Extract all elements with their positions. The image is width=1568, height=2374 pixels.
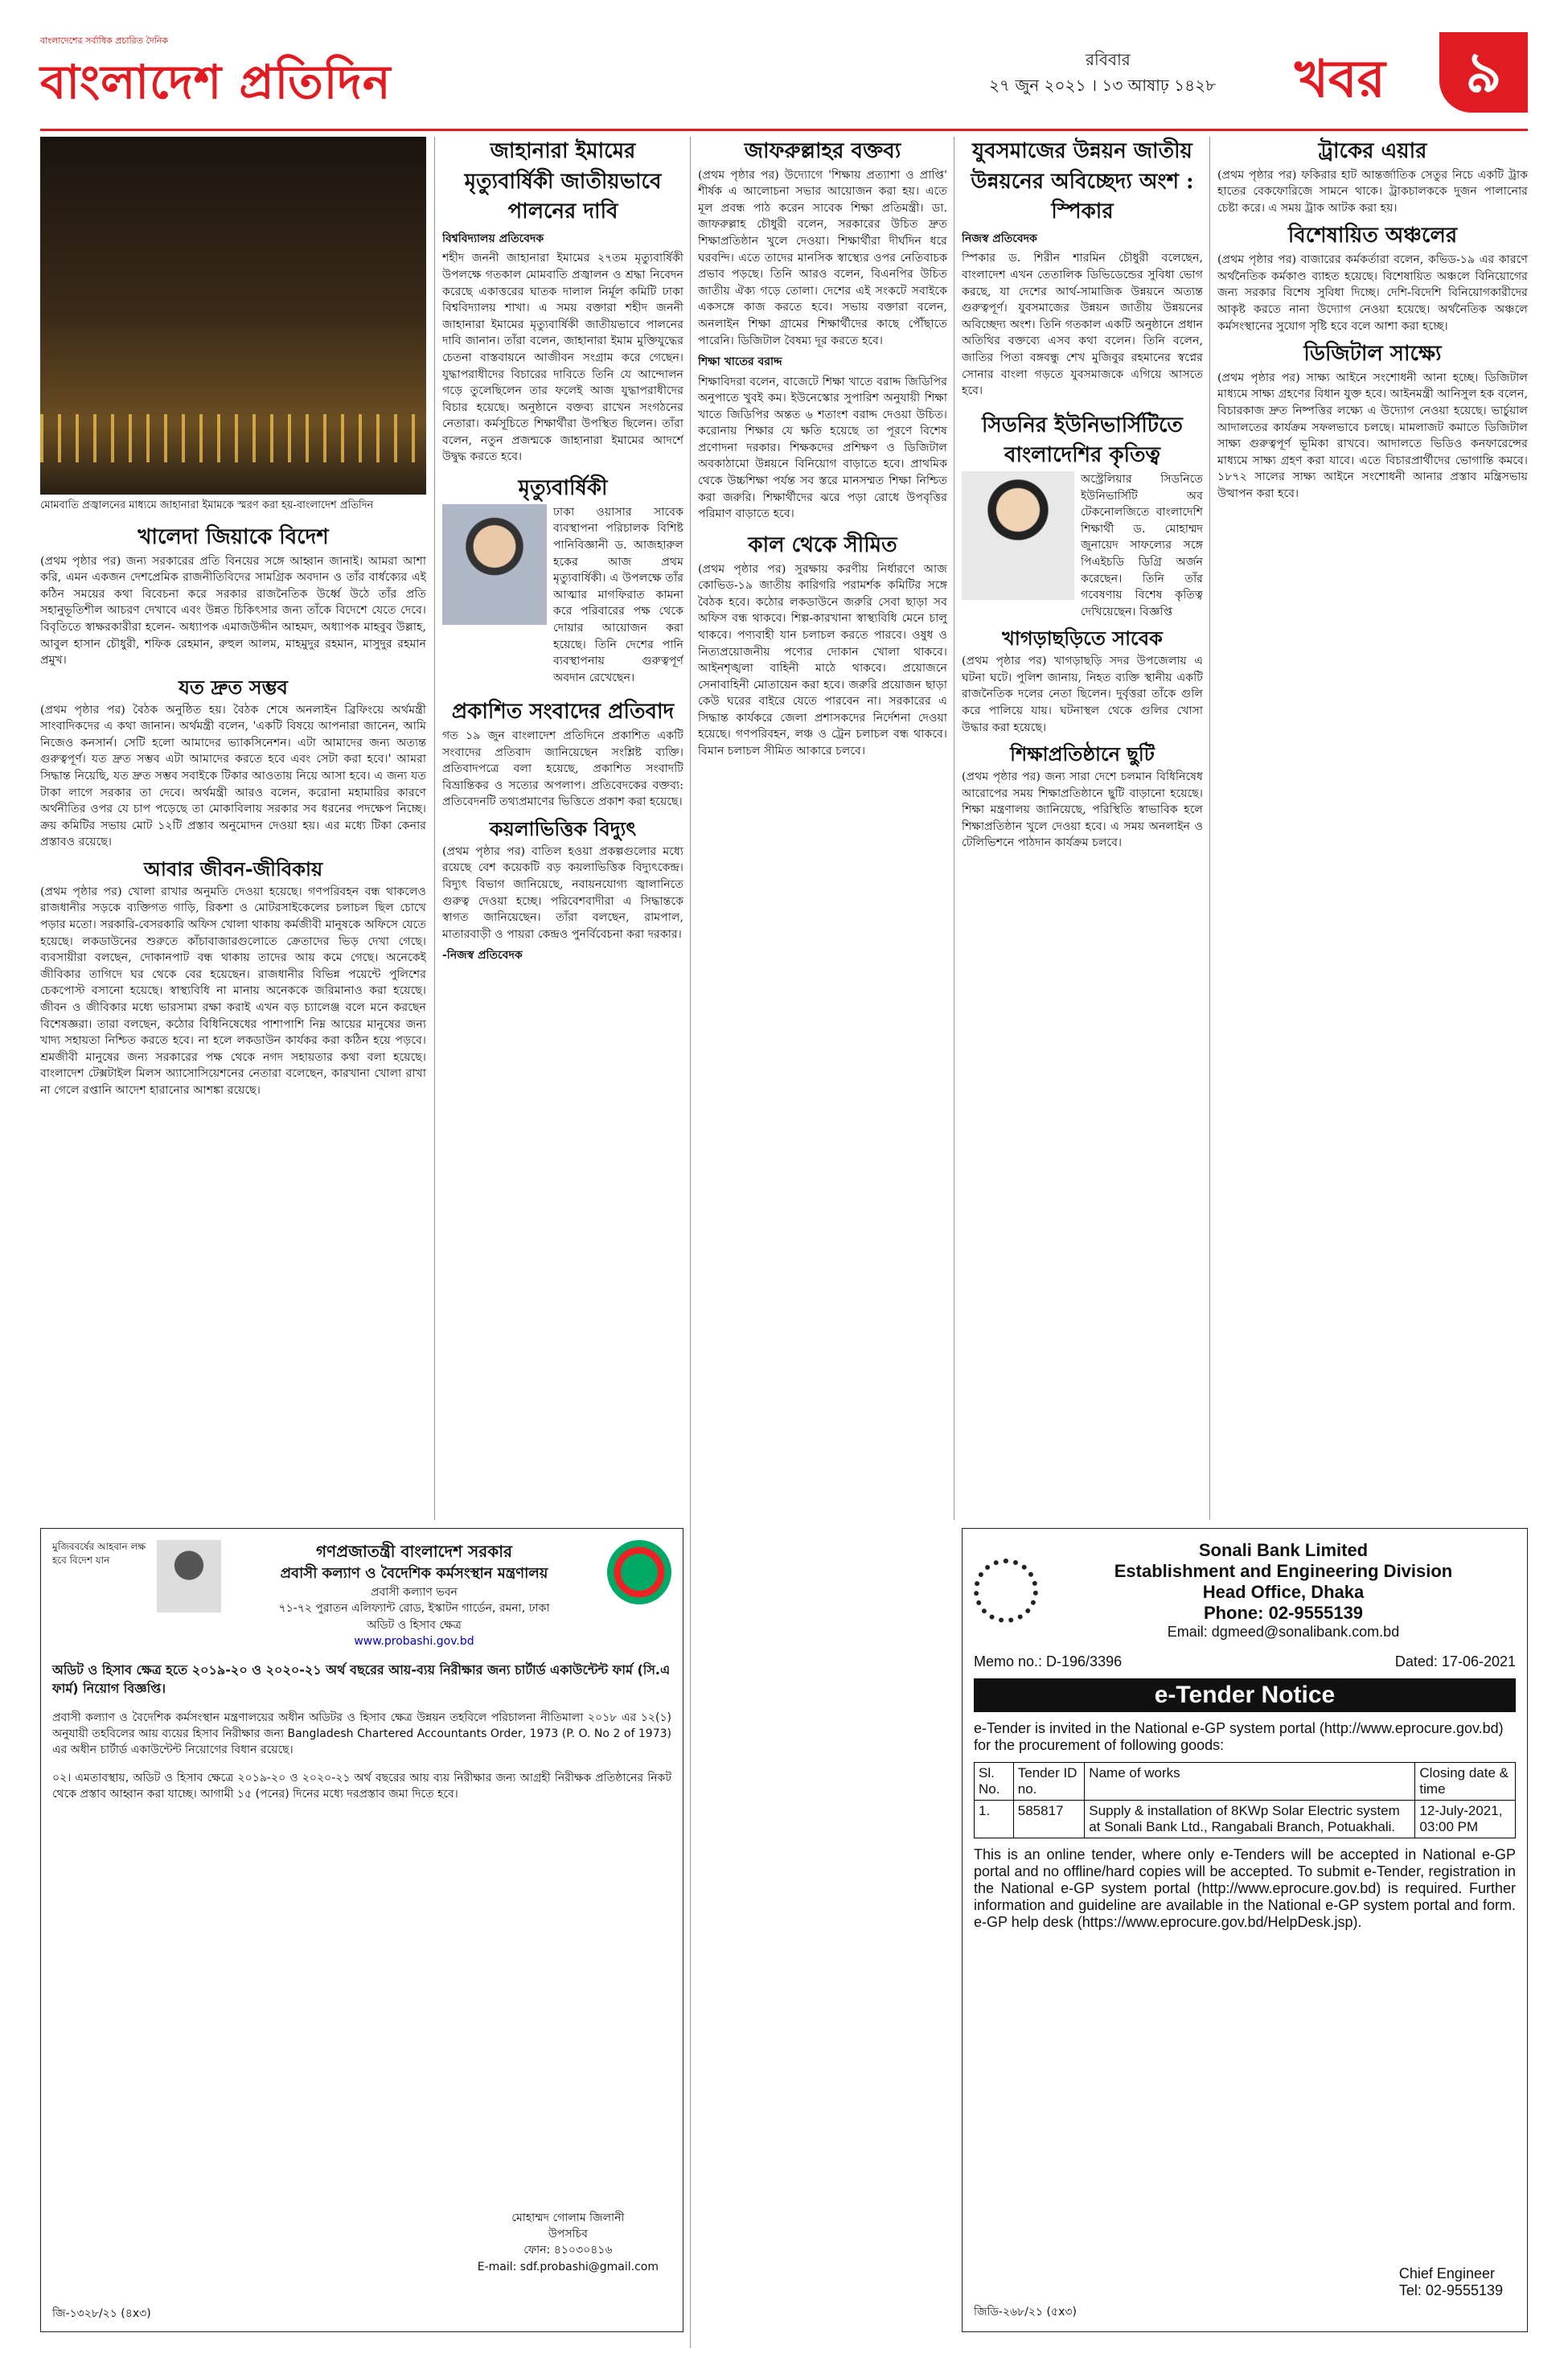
masthead: [40, 32, 1528, 129]
candle-row-icon: [40, 414, 426, 462]
ad-signatory-name: মোহাম্মদ গোলাম জিলানী: [511, 2211, 625, 2224]
headline-lockdown[interactable]: কাল থেকে সীমিত: [748, 532, 897, 557]
masthead-rule: [40, 129, 1528, 131]
headline-special-zone[interactable]: বিশেষায়িত অঞ্চলের: [1287, 224, 1458, 248]
table-row: [975, 1801, 1516, 1838]
story-school-closure: (প্রথম পৃষ্ঠার পর) জন্য সারা দেশে চলমান বিধিনিষেধ আরোপের সময় শিক্ষাপ্রতিষ্ঠানে ছুটি বাড়ানো হয়েছে। শিক্ষা মন্ত্রণালয় জানিয়েছে, পরিস্থিতি স্বাভাবিক হলে শিক্ষাপ্রতিষ্ঠান খুলে দেওয়া হবে। এ সময় অনলাইন ও টেলিভিশনে পাঠদান কার্যক্রম চলবে।: [962, 770, 1203, 850]
ad-website-link[interactable]: www.probashi.gov.bd: [354, 1634, 474, 1648]
story-livelihood: (প্রথম পৃষ্ঠার পর) খোলা রাখার অনুমতি দেওয়া হয়েছে। গণপরিবহন বন্ধ থাকলেও রাজধানীর সড়কে ব্যক্তিগত গাড়ি, রিকশা ও মোটরসাইকেলের চলাচল ছিল চোখে পড়ার মতো। সরকারি-বেসরকারি অফিস খোলা থাকায় কর্মজীবী মানুষকে অফিসে যেতে হয়েছে। লকডাউনের শুরুতে কাঁচাবাজারগুলোতে ক্রেতাদের ভিড় দেখা গেছে। ব্যবসায়ীরা বলছেন, দোকানপাট বন্ধ থাকায় তাদের আয় কমে গেছে। অনেকেই জীবিকার তাগিদে ঘর থেকে বের হয়েছেন। রাজধানীর বিভিন্ন পয়েন্টে পুলিশের চেকপোস্ট বসানো হয়েছে। স্বাস্থ্যবিধি না মানায় অনেককে জরিমানাও করা হয়েছে। জীবন ও জীবিকার মধ্যে ভারসাম্য রক্ষা করাই এখন বড় চ্যালেঞ্জ বলে মনে করছেন বিশেষজ্ঞরা। তারা বলছেন, কঠোর বিধিনিষেধের পাশাপাশি নিম্ন আয়ের মানুষের জন্য খাদ্য সহায়তা নিশ্চিত করতে হবে। না হলে লকডাউন কার্যকর করা কঠিন হয়ে পড়বে। শ্রমজীবী মানুষের জন্য সরকারের পক্ষ থেকে নগদ সহায়তার কথা বলা হয়েছে। বাংলাদেশ টেক্সটাইল মিলস অ্যাসোসিয়েশনের নেতারা বলেছেন, কারখানা খোলা রাখা না গেলে রপ্তানি আদেশ হারানোর আশঙ্কা রয়েছে।: [40, 885, 426, 1097]
column-divider: [690, 137, 691, 2348]
column-divider: [1209, 137, 1210, 1520]
headline-obituary[interactable]: মৃত্যুবার্ষিকী: [518, 476, 608, 501]
story-coal-power: (প্রথম পৃষ্ঠার পর) বাতিল হওয়া প্রকল্পগুলোর মধ্যে রয়েছে বেশ কয়েকটি বড় কয়লাভিত্তিক বিদ্যুৎকেন্দ্র। বিদ্যুৎ বিভাগ জানিয়েছে, নবায়নযোগ্য জ্বালানিতে গুরুত্ব দেওয়া হচ্ছে। পরিবেশবাদীরা এ সিদ্ধান্তকে স্বাগত জানিয়েছেন। তাঁরা বলছেন, রামপাল, মাতারবাড়ী ও পায়রা কেন্দ্রও পুনর্বিবেচনা করা দরকার।: [442, 844, 683, 941]
ad-motto: মুজিববর্ষের আহবান লক্ষ হবে বিদেশ যান: [52, 1541, 146, 1567]
th-sl: Sl. No.: [975, 1763, 1014, 1801]
ad-signatory-title: উপসচিব: [548, 2228, 588, 2241]
story-sydney: অস্ট্রেলিয়ার সিডনিতে ইউনিভার্সিটি অব টেকনোলজিতে বাংলাদেশি শিক্ষার্থী ড. মোহাম্মদ জুনায়েদ সাফল্যের সঙ্গে পিএইচডি ডিগ্রি অর্জন করেছেন। তিনি তাঁর গবেষণায় বিশেষ কৃতিত্ব দেখিয়েছেন। বিজ্ঞপ্তি: [1081, 473, 1203, 618]
byline-coal-power: -নিজস্ব প্রতিবেদক: [442, 949, 523, 963]
issue-day: রবিবার: [1086, 50, 1131, 69]
story-lockdown: (প্রথম পৃষ্ঠার পর) সুরক্ষায় করণীয় নির্ধারণে আজ কোভিড-১৯ জাতীয় কারিগরি পরামর্শক কমিটির সঙ্গে বৈঠক হবে। কঠোর লকডাউনে জরুরি সেবা ছাড়া সব অফিস বন্ধ থাকবে। শিল্প-কারখানা স্বাস্থ্যবিধি মেনে চালু থাকবে। পণ্যবাহী যান চলাচল করতে পারবে। ওষুধ ও নিত্যপ্রয়োজনীয় পণ্যের দোকান খোলা থাকবে। আইনশৃঙ্খলা বাহিনী মাঠে থাকবে। প্রয়োজনে সেনাবাহিনী মোতায়েন করা হবে। জরুরি প্রয়োজন ছাড়া কেউ ঘরের বাইরে যেতে পারবেন না। সরকারের এ সিদ্ধান্ত কার্যকরে জেলা প্রশাসকদের নির্দেশনা দেওয়া হয়েছে। গণপরিবহন, লঞ্চ ও ট্রেন চলাচল বন্ধ থাকবে। বিমান চলাচল সীমিত আকারে চলবে।: [698, 562, 947, 758]
graduate-portrait: [962, 471, 1074, 600]
ad-notice-title: অডিট ও হিসাব ক্ষেত্র হতে ২০১৯-২০ ও ২০২০-২১ অর্থ বছরের আয়-ব্যয় নিরীক্ষার জন্য চার্টার্ড একাউন্টেন্ট ফার্ম (সি.এ ফার্ম) নিয়োগ বিজ্ঞপ্তি।: [52, 1662, 671, 1697]
story-education-budget: শিক্ষাবিদরা বলেন, বাজেটে শিক্ষা খাতে বরাদ্দ জিডিপির অনুপাতে খুবই কম। ইউনেস্কোর সুপারিশ অনুযায়ী শিক্ষা খাতে জিডিপির অন্তত ৬ শতাংশ বরাদ্দ দেওয়া উচিত। করোনায় শিক্ষার যে ক্ষতি হয়েছে তা পূরণে বিশেষ প্রণোদনা দরকার। শিক্ষকদের প্রশিক্ষণ ও ডিজিটাল অবকাঠামো উন্নয়নে বিনিয়োগ বাড়াতে হবে। প্রাথমিক থেকে উচ্চশিক্ষা পর্যন্ত সব স্তরে মানসম্মত শিক্ষা নিশ্চিত করা জরুরি। শিক্ষার্থীদের ঝরে পড়া রোধে উপবৃত্তির পরিমাণ বাড়াতে হবে।: [698, 375, 947, 521]
story-vaccine: (প্রথম পৃষ্ঠার পর) বৈঠক অনুষ্ঠিত হয়। বৈঠক শেষে অনলাইন ব্রিফিংয়ে অর্থমন্ত্রী সাংবাদিকদের এ কথা জানান। অর্থমন্ত্রী বলেন, 'একটি বিষয়ে আপনারা জানেন, আমি নিজেও কনসার্ন। সেটি হলো আমাদের ভ্যাকসিনেশন। এটা আমাদের জন্য অত্যন্ত গুরুত্বপূর্ণ। যত দ্রুত সম্ভব এটা আমাদের করতে হবে এবং সেটা করা হবে।' আমরা সিদ্ধান্ত নিয়েছি, যত দ্রুত সম্ভব সবাইকে টিকার আওতায় নিয়ে আসা হবে। এ জন্য যত টাকা লাগে সরকার তা দেবে। অর্থমন্ত্রী আরও বলেন, করোনা মহামারির কারণে অর্থনীতির ওপর যে চাপ পড়েছে তা মোকাবিলায় সরকার সব ধরনের পদক্ষেপ নিচ্ছে। ক্রয় কমিটির সভায় মোট ১২টি প্রস্তাব অনুমোদন দেওয়া হয়। এর মধ্যে টিকা কেনার প্রস্তাবও রয়েছে।: [40, 703, 426, 849]
story-obituary: ঢাকা ওয়াসার সাবেক ব্যবস্থাপনা পরিচালক বিশিষ্ট পানিবিজ্ঞানী ড. আজহারুল হকের আজ প্রথম মৃত্যুবার্ষিকী। এ উপলক্ষে তাঁর আত্মার মাগফিরাত কামনা করে পরিবারের পক্ষ থেকে দোয়ার আয়োজন করা হয়েছে। তিনি দেশের পানি ব্যবস্থাপনায় গুরুত্বপূর্ণ অবদান রেখেছেন।: [553, 505, 683, 684]
headline-truck[interactable]: ট্রাকের এয়ার: [1318, 139, 1427, 163]
story-khagrachari: (প্রথম পৃষ্ঠার পর) খাগড়াছড়ি সদর উপজেলায় এ ঘটনা ঘটে। পুলিশ জানায়, নিহত ব্যক্তি স্থানীয় একটি রাজনৈতিক দলের নেতা ছিলেন। দুর্বৃত্তরা তাঁকে গুলি করে পালিয়ে যায়। ঘটনাস্থল থেকে গুলির খোসা উদ্ধার করা হয়েছে।: [962, 655, 1203, 734]
column-5: [1217, 137, 1528, 1279]
story-youth: স্পিকার ড. শিরীন শারমিন চৌধুরী বলেছেন, বাংলাদেশ এখন তেতালিক ডিভিডেন্ডের সুবিধা ভোগ করছে, যা দেশের আর্থ-সামাজিক উন্নয়নে অত্যন্ত গুরুত্বপূর্ণ। যুবসমাজের উন্নয়ন জাতীয় উন্নয়নের অবিচ্ছেদ্য অংশ। তিনি গতকাল একটি অনুষ্ঠানে প্রধান অতিথির বক্তব্যে এসব কথা বলেন। তিনি বলেন, জাতির পিতা বঙ্গবন্ধু শেখ মুজিবুর রহমানের স্বপ্নের সোনার বাংলা গড়তে যুবসমাজকে এগিয়ে আসতে হবে।: [962, 252, 1203, 398]
bank-email[interactable]: Email: dgmeed@sonalibank.com.bd: [1167, 1624, 1400, 1640]
bank-tender-advertisement: [962, 1528, 1528, 2332]
bank-phone: Phone: 02-9555139: [1203, 1603, 1364, 1623]
column-2: [442, 137, 683, 1520]
headline-khagrachari[interactable]: খাগড়াছড়িতে সাবেক: [1002, 626, 1163, 651]
column-4: [962, 137, 1203, 1520]
bank-name: Sonali Bank Limited: [1198, 1540, 1369, 1560]
headline-coal-power[interactable]: কয়লাভিত্তিক বিদ্যুৎ: [489, 816, 637, 840]
chief-engineer: Chief Engineer: [1398, 2265, 1495, 2282]
bank-office: Head Office, Dhaka: [1202, 1582, 1365, 1602]
ad-signatory-phone: ফোন: ৪১০৩০৪১৬: [523, 2244, 613, 2257]
ad-code: জি-১৩২৮/২১ (৪x৩): [52, 2306, 151, 2320]
issue-date: ২৭ জুন ২০২১ । ১৩ আষাঢ় ১৪২৮: [989, 76, 1217, 95]
chief-tel: Tel: 02-9555139: [1398, 2282, 1503, 2298]
th-tender-id: Tender ID no.: [1013, 1763, 1085, 1801]
story-khaleda: (প্রথম পৃষ্ঠার পর) জন্য সরকারের প্রতি বিনয়ের সঙ্গে আহ্বান জানাই। আমরা আশা করি, এমন একজন দেশপ্রেমিক রাজনীতিবিদের সামগ্রিক অবদান ও তাঁর বার্ধক্যের এই কঠিন সময়ের কথা বিবেচনা করে সরকার রাজনৈতিক উর্ধ্বে উঠে তাঁর প্রতি সহানুভূতিশীল আচরণ দেখাবে এবং উন্নত চিকিৎসার জন্য তাঁকে বিদেশে যেতে দেবে। বিবৃতিতে স্বাক্ষরকারীরা হলেন- অধ্যাপক এমাজউদ্দীন আহমদ, অধ্যাপক মাহবুব উল্লাহ, আবুল হাসান চৌধুরী, শফিক রেহমান, রুহুল আলম, মাহমুদুর রহমান, মাসুদুর রহমান প্রমুখ।: [40, 554, 426, 667]
ad-ministry: প্রবাসী কল্যাণ ও বৈদেশিক কর্মসংস্থান মন্ত্রণালয়: [280, 1565, 548, 1582]
page-number: ৯: [1439, 32, 1528, 113]
ad-govt-title: গণপ্রজাতন্ত্রী বাংলাদেশ সরকার: [316, 1542, 512, 1561]
photo-caption: মোমবাতি প্রজ্বালনের মাধ্যমে জাহানারা ইমামকে স্মরণ করা হয়-বাংলাদেশ প্রতিদিন: [40, 499, 374, 511]
ad-office: অডিট ও হিসাব ক্ষেত্র: [367, 1618, 462, 1632]
headline-jahanara[interactable]: জাহানারা ইমামের মৃত্যুবার্ষিকী জাতীয়ভাবে পালনের দাবি: [464, 139, 662, 224]
ad-body-2: ০২। এমতাবস্থায়, অডিট ও হিসাব ক্ষেত্রে ২০১৯-২০ ও ২০২০-২১ অর্থ বছরের আয় ব্যয় নিরীক্ষার জন্য আগ্রহী নিরীক্ষক প্রতিষ্ঠানের নিকট থেকে প্রস্তাব আহ্বান করা যাচ্ছে। আগামী ১৫ (পনের) দিনের মধ্যে দরপ্রস্তাব জমা দিতে হবে।: [52, 1771, 671, 1801]
memo-number: Memo no.: D-196/3396: [974, 1653, 1123, 1670]
etender-heading: e-Tender Notice: [974, 1678, 1516, 1712]
story-zafrullah: (প্রথম পৃষ্ঠার পর) উদ্যোগে 'শিক্ষায় প্রত্যাশা ও প্রাপ্তি' শীর্ষক এ আলোচনা সভার আয়োজন করা হয়। এতে মূল প্রবন্ধ পাঠ করেন সাবেক শিক্ষা প্রতিমন্ত্রী। ডা. জাফরুল্লাহ চৌধুরী বলেন, সরকারের উচিত দ্রুত শিক্ষাপ্রতিষ্ঠান খুলে দেওয়া। শিক্ষার্থীরা দীর্ঘদিন ধরে ঘরবন্দি। এতে তাদের মানসিক স্বাস্থ্যের ওপর নেতিবাচক প্রভাব পড়ছে। তিনি আরও বলেন, বিএনপির উচিত জাতীয় ঐক্য গড়ে তোলা। দেশের এই সংকটে সবাইকে একসঙ্গে কাজ করতে হবে। সভায় বক্তারা বলেন, অনলাইন শিক্ষা গ্রামের শিক্ষার্থীদের কাছে পৌঁছাতে পারেনি। ডিজিটাল বৈষম্য দূর করতে হবে।: [698, 168, 947, 347]
story-digital-evidence: (প্রথম পৃষ্ঠার পর) সাক্ষ্য আইনে সংশোধনী আনা হচ্ছে। ডিজিটাল মাধ্যমে সাক্ষ্য গ্রহণের বিধান যুক্ত হবে। আইনমন্ত্রী আনিসুল হক বলেন, বিচারকাজ দ্রুত নিষ্পত্তির লক্ষ্যে এ উদ্যোগ নেওয়া হয়েছে। ভার্চুয়াল আদালতের কার্যক্রম সফলভাবে চলছে। মামলাজট কমাতে ডিজিটাল সাক্ষ্য গুরুত্বপূর্ণ ভূমিকা রাখবে। আদালতে ভিডিও কনফারেন্সের মাধ্যমে সাক্ষ্য গ্রহণ করা যাবে। এতে বিচারপ্রার্থীদের ভোগান্তি কমবে। ১৮৭২ সালের সাক্ষ্য আইনে সংশোধনী আনার প্রস্তাব মন্ত্রিসভায় উত্থাপন করা হবে।: [1217, 371, 1528, 500]
table-header-row: [975, 1763, 1516, 1801]
bank-division: Establishment and Engineering Division: [1114, 1561, 1453, 1581]
ad-address: ৭১-৭২ পুরাতন এলিফ্যান্ট রোড, ইস্কাটন গার্ডেন, রমনা, ঢাকা: [278, 1602, 550, 1616]
row-tender-id: 585817: [1013, 1801, 1085, 1838]
row-works: Supply & installation of 8KWp Solar Electric system at Sonali Bank Ltd., Rangabali Branch, Potuakhali.: [1085, 1801, 1415, 1838]
memo-date: Dated: 17-06-2021: [1394, 1653, 1516, 1670]
bank-ad-code: জিডি-২৬৮/২১ (৫x৩): [974, 2306, 1077, 2319]
headline-sydney[interactable]: সিডনির ইউনিভার্সিটিতে বাংলাদেশির কৃতিত্ব: [982, 413, 1183, 468]
story-protest: গত ১৯ জুন বাংলাদেশ প্রতিদিনে প্রকাশিত একটি সংবাদের প্রতিবাদ জানিয়েছেন সংশ্লিষ্ট ব্যক্তি। প্রতিবাদপত্রে বলা হয়েছে, প্রকাশিত সংবাদটি বিভ্রান্তিকর ও সত্যের অপলাপ। প্রতিবেদকের বক্তব্য: প্রতিবেদনটি তথ্যপ্রমাণের ভিত্তিতে প্রকাশ করা হয়েছে।: [442, 729, 683, 809]
section-title: খবর: [1295, 50, 1385, 109]
subhead-education-budget: শিক্ষা খাতের বরাদ্দ: [698, 355, 782, 369]
govt-seal-icon: [607, 1540, 671, 1604]
story-truck: (প্রথম পৃষ্ঠার পর) ফকিরার হাট আন্তর্জাতিক সেতুর নিচে একটি ট্রাক হাতের বেকফোরিজে সামনে থাকে। ট্রাকচালককে দুজন পালানোর চেষ্টা করে। এ সময় ট্রাক আটক করা হয়।: [1217, 168, 1528, 215]
obituary-portrait: [442, 504, 547, 625]
story-special-zone: (প্রথম পৃষ্ঠার পর) বাজারের কর্মকর্তারা বলেন, কভিড-১৯ এর কারণে অর্থনৈতিক কর্মকাণ্ড ব্যাহত হয়েছে। বিশেষায়িত অঞ্চলে বিনিয়োগের জন্য সরকার বিশেষ সুবিধা দিচ্ছে। দেশি-বিদেশি বিনিয়োগকারীদের আকৃষ্ট করতে নানা উদ্যোগ নেওয়া হয়েছে। অর্থনৈতিক অঞ্চলে কর্মসংস্থানের সুযোগ সৃষ্টি হবে বলে আশা করা হচ্ছে।: [1217, 253, 1528, 333]
headline-digital-evidence[interactable]: ডিজিটাল সাক্ষ্যে: [1303, 342, 1442, 367]
column-3: [698, 137, 947, 1520]
tender-table: [974, 1762, 1516, 1838]
tender-intro: e-Tender is invited in the National e-GP system portal (http://www.eprocure.gov.bd) for the procurement of following goods:: [974, 1720, 1504, 1753]
headline-protest[interactable]: প্রকাশিত সংবাদের প্রতিবাদ: [451, 700, 675, 725]
column-1: [40, 523, 426, 1359]
byline-jahanara: বিশ্ববিদ্যালয় প্রতিবেদক: [442, 232, 544, 246]
ad-building: প্রবাসী কল্যাণ ভবন: [371, 1586, 458, 1600]
headline-livelihood[interactable]: আবার জীবন-জীবিকায়: [143, 856, 323, 881]
brand-logo[interactable]: বাংলাদেশ প্রতিদিন: [40, 55, 392, 109]
byline-youth: নিজস্ব প্রতিবেদক: [962, 232, 1037, 246]
story-jahanara: শহীদ জননী জাহানারা ইমামের ২৭তম মৃত্যুবার্ষিকী উপলক্ষে গতকাল মোমবাতি প্রজ্বালন ও শ্রদ্ধা নিবেদন করেছে একাত্তরের ঘাতক দালাল নির্মূল কমিটি ঢাকা বিশ্ববিদ্যালয় শাখা। এ সময় বক্তারা শহীদ জননী জাহানারা ইমামের মৃত্যুবার্ষিকী জাতীয়ভাবে পালনের দাবি জানান। তাঁরা বলেন, জাহানারা ইমাম মুক্তিযুদ্ধের চেতনা বাস্তবায়নে আজীবন সংগ্রাম করে গেছেন। যুদ্ধাপরাধীদের বিচারের দাবিতে তিনি যে আন্দোলন গড়ে তুলেছিলেন তার ফলেই আজ যুদ্ধাপরাধীদের বিচার হয়েছে। অনুষ্ঠানে বক্তব্য রাখেন সংগঠনের নেতারা। কর্মসূচিতে শিক্ষার্থীরা উপস্থিত ছিলেন। তাঁরা বলেন, নতুন প্রজন্মকে জাহানারা ইমামের আদর্শে উদ্বুদ্ধ করতে হবে।: [442, 252, 683, 464]
row-sl: 1.: [975, 1801, 1014, 1838]
headline-youth[interactable]: যুবসমাজের উন্নয়ন জাতীয় উন্নয়নের অবিচ্ছেদ্য অংশ : স্পিকার: [971, 139, 1194, 224]
th-closing: Closing date & time: [1415, 1763, 1516, 1801]
tender-note: This is an online tender, where only e-Tenders will be accepted in National e-GP portal and no offline/hard copies will be accepted. To submit e-Tender, registration in the National e-GP system portal (http://www.eprocure.gov.bd) is required. Further information and guideline are available in the National e-GP system portal and form. e-GP help desk (https://www.eprocure.gov.bd/HelpDesk.jsp).: [974, 1846, 1516, 1930]
headline-zafrullah[interactable]: জাফরুল্লাহর বক্তব্য: [744, 139, 901, 163]
sonali-bank-logo-icon: [974, 1559, 1038, 1623]
govt-advertisement: [40, 1528, 683, 2332]
row-closing: 12-July-2021, 03:00 PM: [1415, 1801, 1516, 1838]
headline-khaleda[interactable]: খালেদা জিয়াকে বিদেশ: [138, 525, 329, 549]
candle-vigil-photo: [40, 137, 426, 495]
ad-signatory-email[interactable]: E-mail: sdf.probashi@gmail.com: [477, 2260, 659, 2273]
headline-vaccine[interactable]: যত দ্রুত সম্ভব: [179, 675, 288, 699]
brand-tagline: বাংলাদেশের সর্বাধিক প্রচারিত দৈনিক: [40, 35, 169, 46]
th-works: Name of works: [1085, 1763, 1415, 1801]
headline-school-closure[interactable]: শিক্ষাপ্রতিষ্ঠানে ছুটি: [1010, 742, 1155, 766]
column-divider: [434, 137, 435, 1520]
ad-body-1: প্রবাসী কল্যাণ ও বৈদেশিক কর্মসংস্থান মন্ত্রণালয়ের অধীন অডিটর ও হিসাব ক্ষেত্র উন্নয়ন তহবিলে পরিচালনা নীতিমালা ২০১৮ এর ১২(১) অনুযায়ী তহবিলের আয় ব্যয়ের হিসাব নিরীক্ষার জন্য Bangladesh Chartered Accountants Order, 1973 (P. O. No 2 of 1973) এর অধীন চার্টার্ড একাউন্টেন্ট নিয়োগের বিধান রয়েছে।: [52, 1711, 671, 1757]
portrait-icon: [157, 1540, 221, 1612]
